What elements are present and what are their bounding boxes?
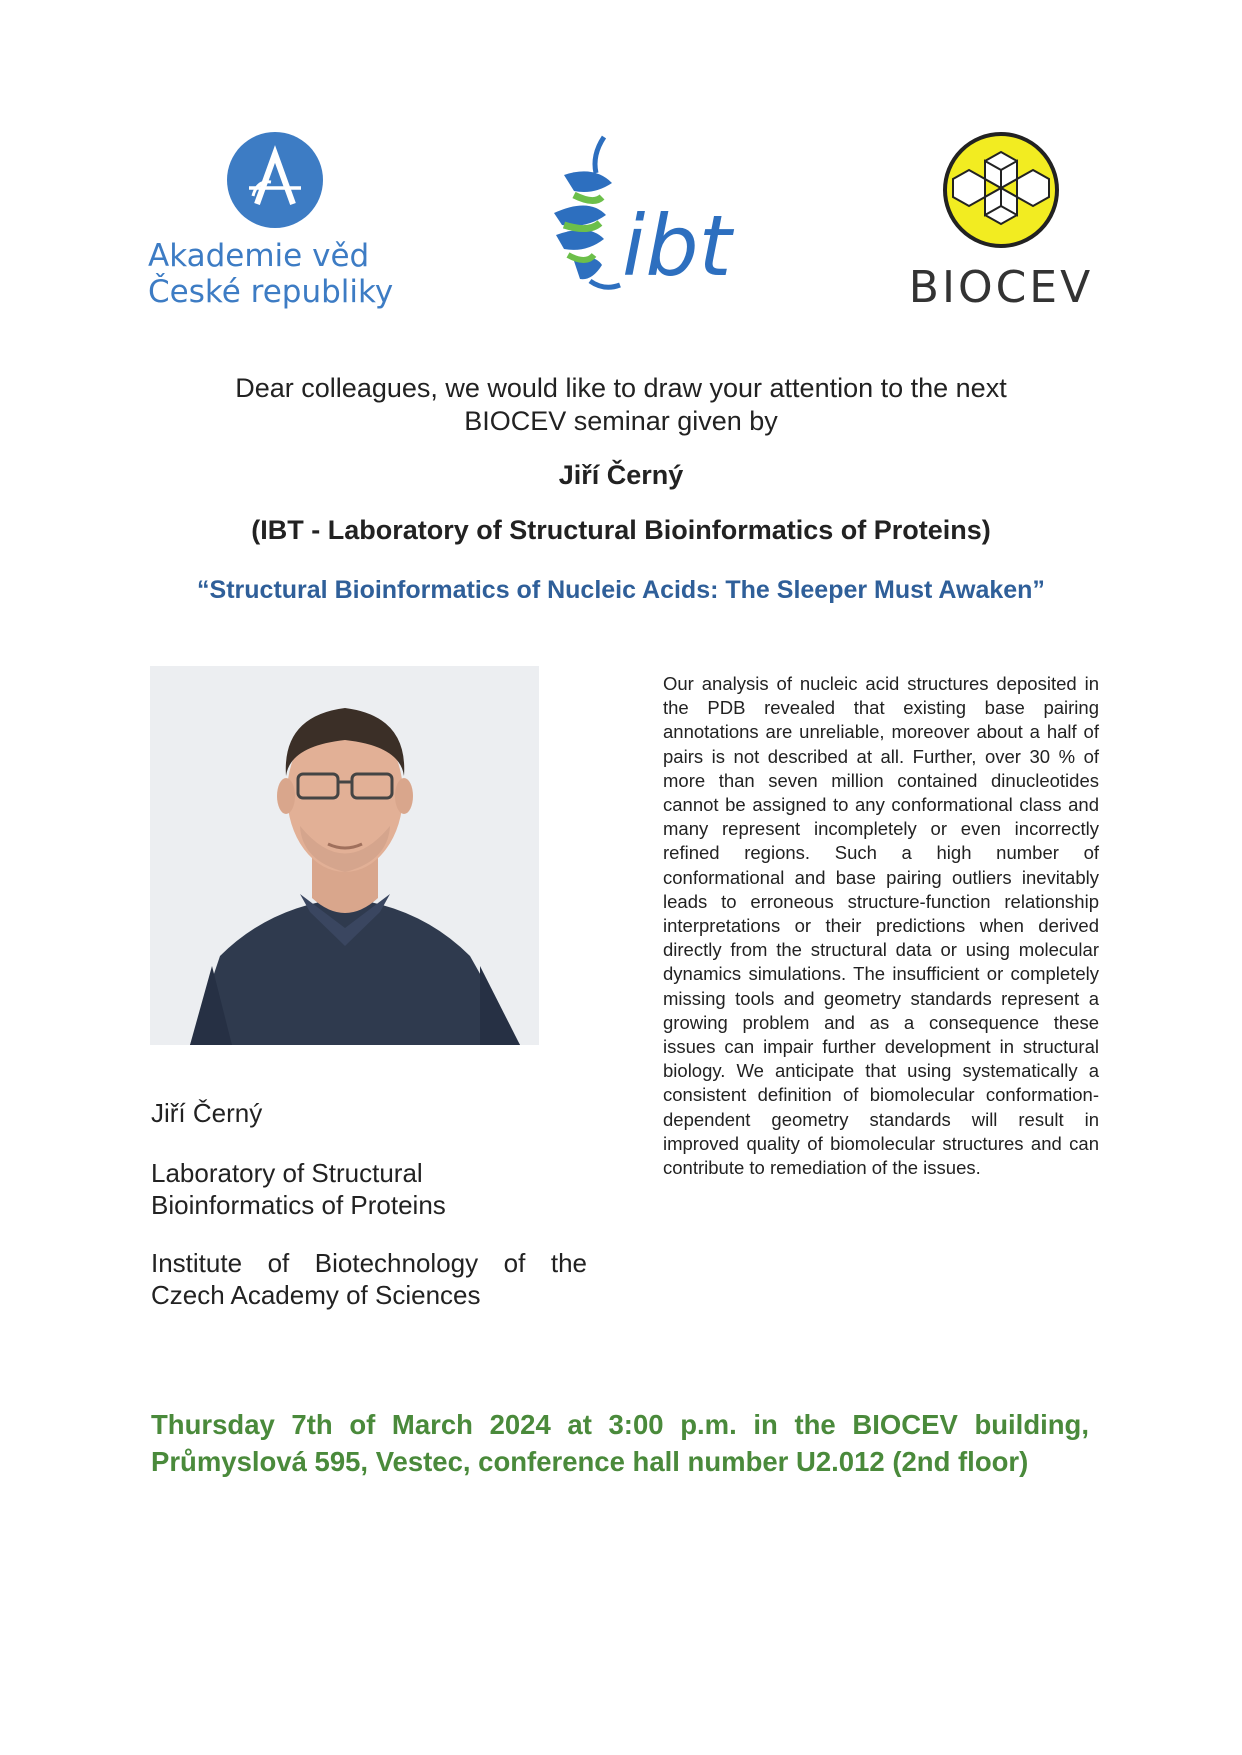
bio-institute-line2: Czech Academy of Sciences [151,1280,481,1310]
event-line1: Thursday 7th of March 2024 at 3:00 p.m. in the BIOCEV building, [151,1409,1089,1440]
bio-institute-line1: Institute of Biotechnology of the [151,1248,587,1278]
speaker-photo [150,666,539,1045]
speaker-name: Jiří Černý [558,460,684,490]
bio-institute [151,1247,587,1311]
ibt-logo-text: ibt [622,197,732,295]
academy-logo [148,132,408,312]
event-line2: Průmyslová 595, Vestec, conference hall number U2.012 (2nd floor) [151,1446,1029,1477]
speaker-affiliation: (IBT - Laboratory of Structural Bioinformatics of Proteins) [251,515,991,545]
event-details [151,1406,1089,1480]
helix-icon [534,135,774,315]
ibt-logo [534,135,774,315]
talk-title: “Structural Bioinformatics of Nucleic Acids: The Sleeper Must Awaken” [197,576,1045,604]
academy-logo-line2: České republiky [148,274,394,310]
academy-logo-line1: Akademie věd [148,238,370,274]
intro-text [0,372,1242,438]
abstract-text: Our analysis of nucleic acid structures deposited in the PDB revealed that existing base pairing annotations are unreliable, moreover about a half of pairs is not described at all. Further, over 30 % of more than seven million contained dinucleotides cannot be assigned to any conformational class and many represent incompletely or even incorrectly refined regions. Such a high number of conformational and base pairing outliers inevitably leads to erroneous structure-function relationship interpretations or their predictions when derived directly from the structural data or using molecular dynamics simulations. The insufficient or completely missing tools and geometry standards represent a growing problem and as a consequence these issues can impair further development in structural biology. We anticipate that using systematically a consistent definition of biomolecular conformation-dependent geometry standards will result in improved quality of biomolecular structures and can contribute to remediation of the issues. [663,673,1099,1179]
academy-a-icon [227,132,323,228]
hexagon-cubes-icon [903,130,1099,250]
biocev-logo [903,130,1099,320]
intro-sentence: Dear colleagues, we would like to draw your attention to the next BIOCEV seminar given by [235,373,1007,436]
bio-name: Jiří Černý [151,1098,263,1128]
bio-lab: Laboratory of Structural Bioinformatics of Proteins [151,1158,446,1220]
biocev-logo-text: BIOCEV [908,262,1094,313]
